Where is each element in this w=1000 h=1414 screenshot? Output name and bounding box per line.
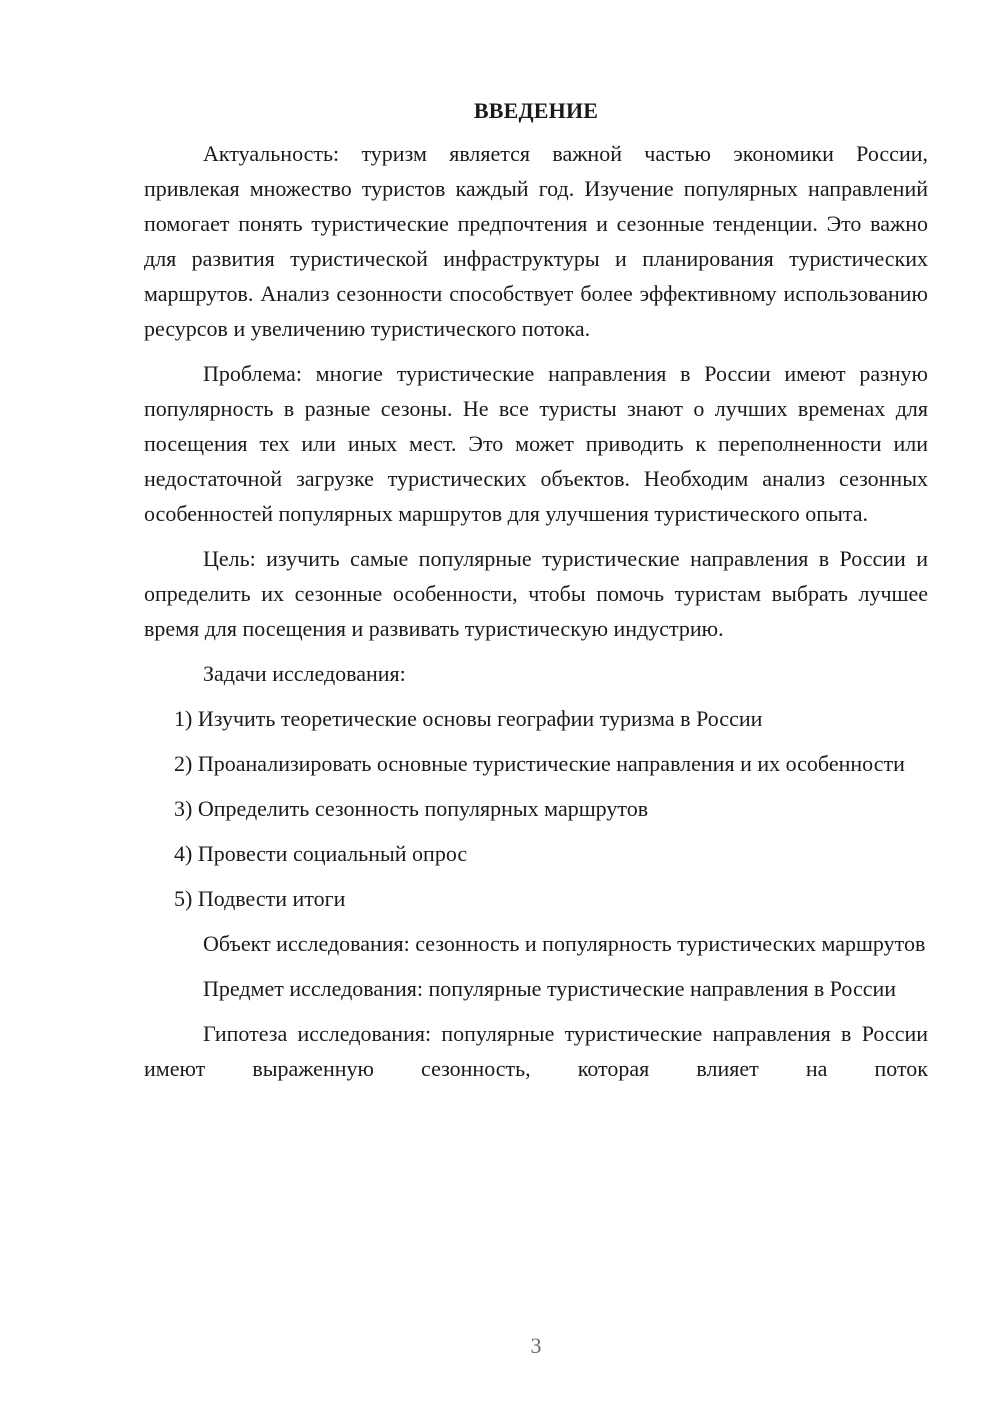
tasks-heading: Задачи исследования:: [203, 661, 406, 686]
problem-paragraph: Проблема: многие туристические направления в России имеют разную популярность в разные сезоны. Не все туристы знают о лучших временах для посещения тех или иных мест. Это может приводить к переполненности или недостаточной загрузке туристических объектов. Необходим анализ сезонных особенностей популярных маршрутов для улучшения туристического опыта.: [144, 361, 928, 526]
page-title: ВВЕДЕНИЕ: [473, 98, 599, 123]
task-item-1: 1) Изучить теоретические основы географии туризма в России: [174, 706, 763, 731]
research-subject-paragraph: Предмет исследования: популярные туристические направления в России: [203, 976, 897, 1001]
page-content: [144, 96, 928, 1096]
research-hypothesis-paragraph: Гипотеза исследования: популярные туристические направления в России имеют выраженную сезонность, которая влияет на поток: [144, 1021, 928, 1081]
task-item-2: 2) Проанализировать основные туристические направления и их особенности: [174, 751, 905, 776]
page-number: 3: [530, 1333, 542, 1358]
relevance-paragraph: Актуальность: туризм является важной частью экономики России, привлекая множество туристов каждый год. Изучение популярных направлений помогает понять туристические предпочтения и сезонные тенденции. Это важно для развития туристической инфраструктуры и планирования туристических маршрутов. Анализ сезонности способствует более эффективному использованию ресурсов и увеличению туристического потока.: [144, 141, 928, 341]
goal-paragraph: Цель: изучить самые популярные туристические направления в России и определить их сезонные особенности, чтобы помочь туристам выбрать лучшее время для посещения и развивать туристическую индустрию.: [144, 546, 928, 641]
task-item-4: 4) Провести социальный опрос: [174, 841, 468, 866]
research-object-paragraph: Объект исследования: сезонность и популярность туристических маршрутов: [203, 931, 926, 956]
task-item-5: 5) Подвести итоги: [174, 886, 346, 911]
task-item-3: 3) Определить сезонность популярных маршрутов: [174, 796, 649, 821]
